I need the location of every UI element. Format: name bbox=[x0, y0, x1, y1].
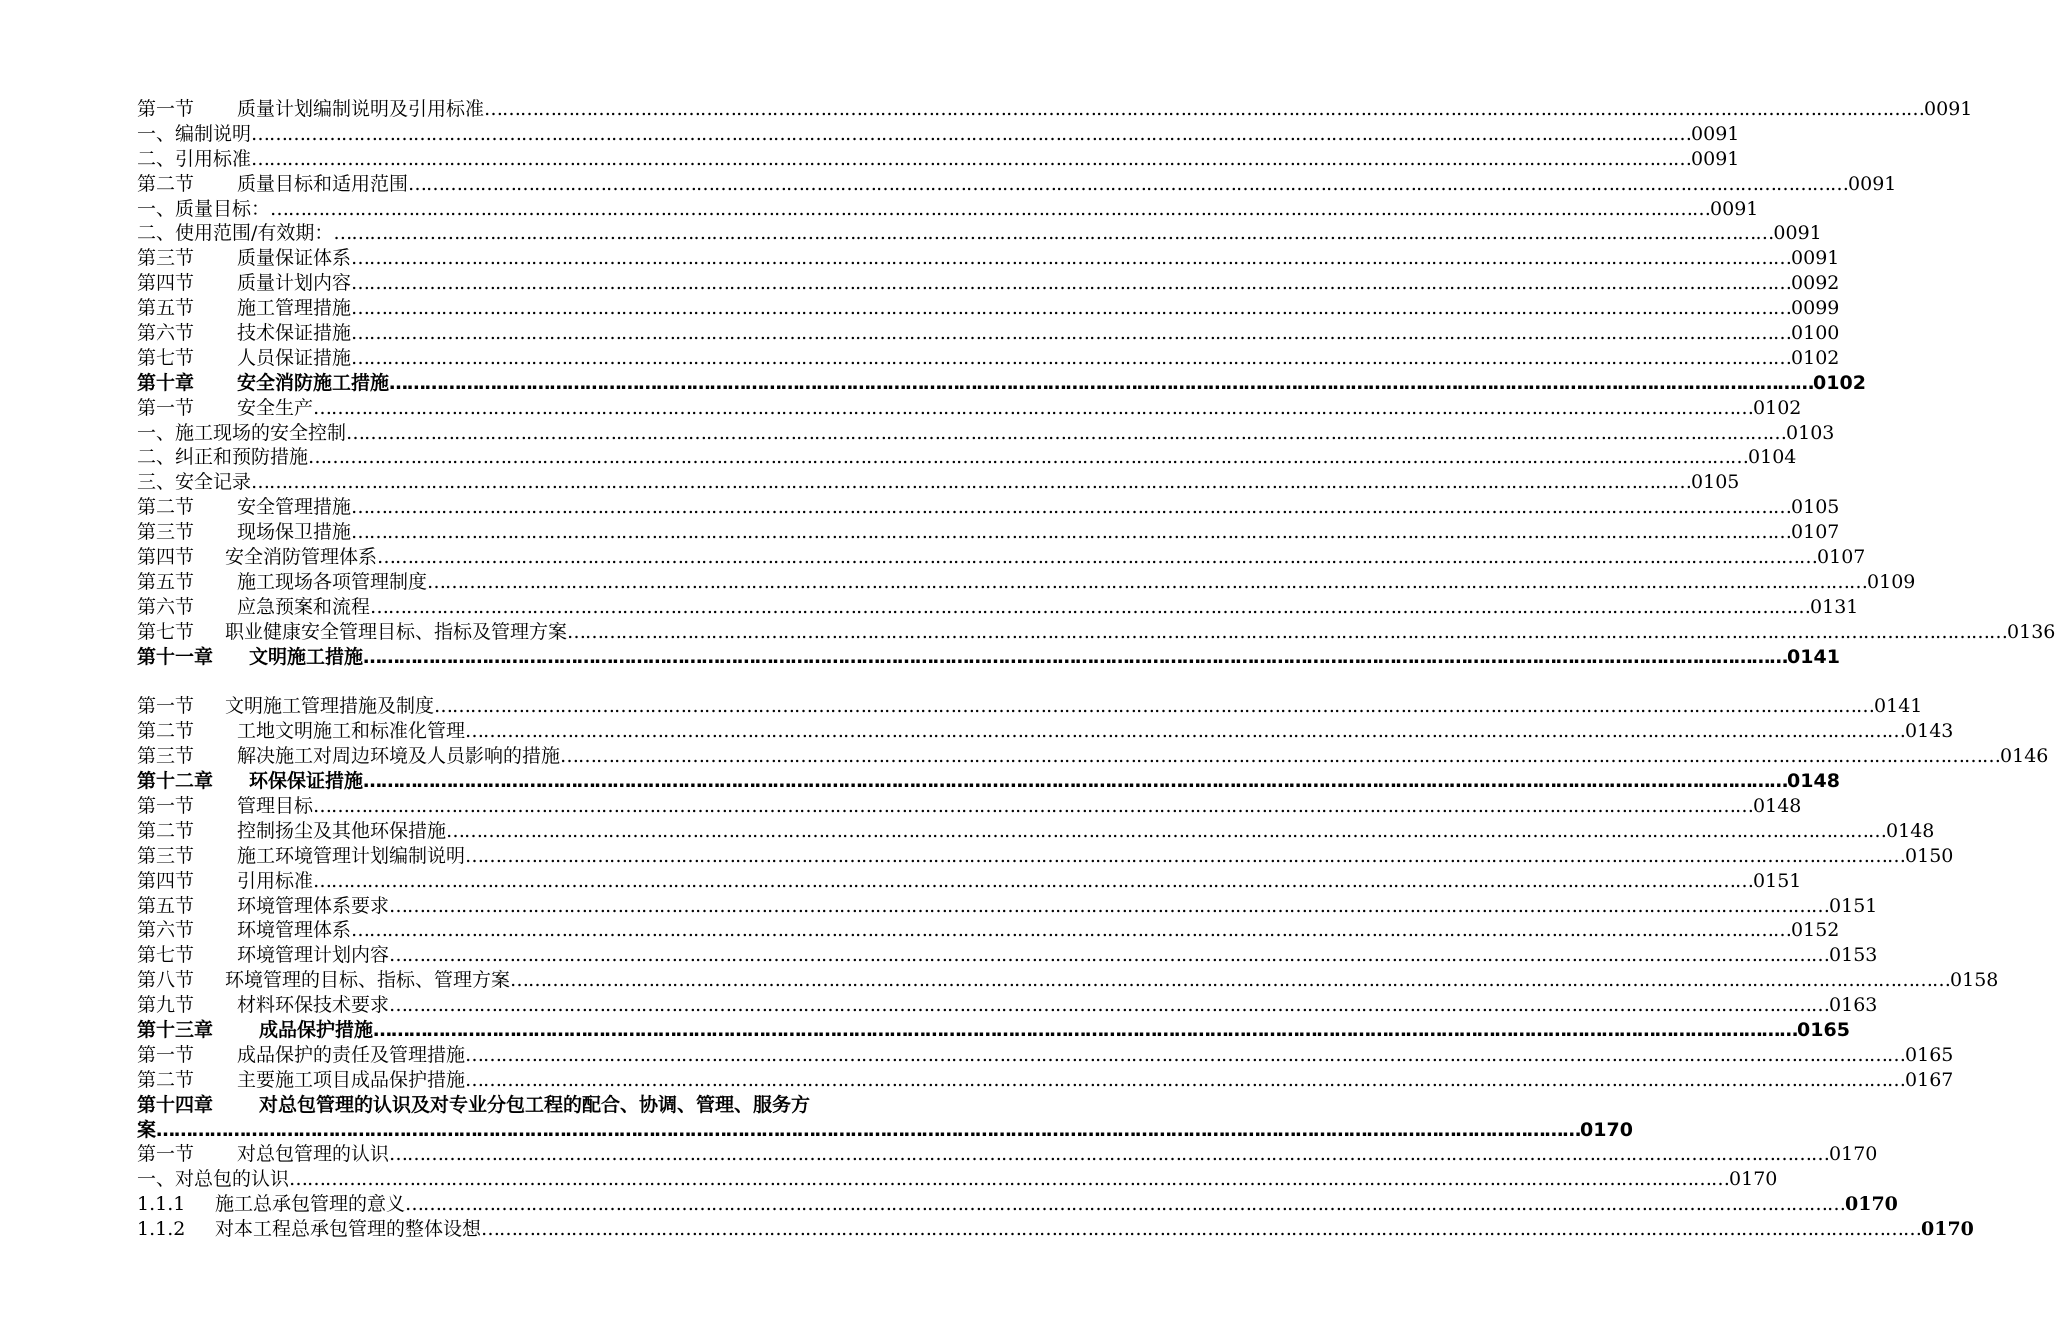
toc-entry-title: 二、使用范围/有效期： bbox=[137, 222, 334, 245]
toc-leader-dots: …………………………………………………………………………………………………………………………………………………………………………………………………………………… bbox=[313, 794, 1754, 817]
toc-entry bbox=[137, 645, 1840, 670]
toc-entry-title: 技术保证措施 bbox=[237, 322, 352, 345]
toc-entry-title: 施工环境管理计划编制说明 bbox=[237, 844, 466, 867]
toc-page-number: 0148 bbox=[1753, 794, 1802, 817]
toc-page-number: 0102 bbox=[1813, 371, 1866, 394]
toc-entry bbox=[137, 844, 1954, 869]
toc-entry-label: 第十二章 bbox=[137, 770, 214, 793]
toc-entry-label: 第二节 bbox=[137, 172, 195, 195]
toc-entry bbox=[137, 968, 1999, 993]
toc-chapter-label: 第十四章 bbox=[137, 1093, 214, 1116]
toc-entry-title: 成品保护措施 bbox=[259, 1018, 374, 1041]
blank-line bbox=[137, 669, 827, 694]
toc-entry-title: 现场保卫措施 bbox=[237, 521, 352, 544]
toc-leader-dots: …………………………………………………………………………………………………………………………………………………………………………………………………………………… bbox=[389, 944, 1830, 967]
toc-entry bbox=[137, 1192, 1898, 1217]
toc-entry bbox=[137, 445, 1797, 470]
toc-entry bbox=[137, 520, 1840, 545]
toc-entry bbox=[137, 869, 1802, 894]
toc-leader-dots: …………………………………………………………………………………………………………………………………………………………………………………………………………………… bbox=[446, 819, 1887, 842]
toc-page-number: 0109 bbox=[1867, 570, 1916, 593]
toc-entry-label: 第一节 bbox=[137, 396, 195, 419]
toc-group-3 bbox=[137, 1142, 1974, 1242]
toc-leader-dots: …………………………………………………………………………………………………………………………………………………………………………………………………………………… bbox=[308, 446, 1749, 469]
toc-leader-dots: …………………………………………………………………………………………………………………………………………………………………………………………………………………… bbox=[389, 371, 1814, 394]
toc-page-number: 0153 bbox=[1829, 944, 1878, 967]
toc-entry-label: 第一节 bbox=[137, 695, 195, 718]
toc-entry-title: 一、质量目标： bbox=[137, 197, 271, 220]
toc-entry-label: 第三节 bbox=[137, 521, 195, 544]
toc-leader-dots: …………………………………………………………………………………………………………………………………………………………………………………………………………………… bbox=[484, 98, 1925, 120]
toc-leader-dots: …………………………………………………………………………………………………………………………………………………………………………………………………………………… bbox=[427, 570, 1868, 593]
toc-entry bbox=[137, 1068, 1954, 1093]
toc-entry-label: 第四节 bbox=[137, 272, 195, 295]
toc-entry-label: 第二节 bbox=[137, 720, 195, 743]
toc-page-number: 0163 bbox=[1829, 994, 1878, 1017]
toc-leader-dots: …………………………………………………………………………………………………………………………………………………………………………………………………………………… bbox=[560, 745, 2001, 768]
toc-leader-dots: …………………………………………………………………………………………………………………………………………………………………………………………………………………… bbox=[363, 770, 1788, 793]
toc-page-number: 0148 bbox=[1787, 770, 1840, 793]
toc-entry bbox=[137, 321, 1840, 346]
toc-entry-label: 第六节 bbox=[137, 595, 195, 618]
toc-entry bbox=[137, 495, 1840, 520]
toc-page-number: 0091 bbox=[1691, 147, 1740, 170]
toc-entry-title: 对本工程总承包管理的整体设想 bbox=[215, 1218, 482, 1241]
toc-entry-title: 控制扬尘及其他环保措施 bbox=[237, 819, 447, 842]
toc-entry-label: 第二节 bbox=[137, 819, 195, 842]
toc-entry-title: 人员保证措施 bbox=[237, 346, 352, 369]
toc-leader-dots: …………………………………………………………………………………………………………………………………………………………………………………………………………………… bbox=[465, 844, 1906, 867]
toc-entry bbox=[137, 246, 1840, 271]
toc-page-number: 0151 bbox=[1753, 869, 1802, 892]
toc-entry-title: 引用标准 bbox=[237, 869, 314, 892]
toc-entry bbox=[137, 719, 1954, 744]
toc-page-number: 0170 bbox=[1580, 1118, 1633, 1141]
toc-entry bbox=[137, 470, 1740, 495]
toc-page-number: 0141 bbox=[1874, 695, 1923, 718]
toc-page-number: 0167 bbox=[1905, 1068, 1954, 1091]
toc-entry bbox=[137, 570, 1916, 595]
toc-entry bbox=[137, 894, 1878, 919]
toc-entry-title: 成品保护的责任及管理措施 bbox=[237, 1043, 466, 1066]
toc-leader-dots: …………………………………………………………………………………………………………………………………………………………………………………………………………………… bbox=[270, 197, 1711, 220]
toc-entry-label: 第十一章 bbox=[137, 645, 214, 668]
toc-entry-label: 第六节 bbox=[137, 322, 195, 345]
toc-page-number: 0107 bbox=[1791, 521, 1840, 544]
toc-entry-label: 第五节 bbox=[137, 570, 195, 593]
toc-group-2 bbox=[137, 694, 2049, 1092]
toc-leader-dots: …………………………………………………………………………………………………………………………………………………………………………………………………………………… bbox=[251, 147, 1692, 170]
toc-leader-dots: …………………………………………………………………………………………………………………………………………………………………………………………………………………… bbox=[567, 620, 2008, 643]
toc-entry bbox=[137, 1043, 1954, 1068]
toc-entry bbox=[137, 993, 1878, 1018]
toc-entry-title: 管理目标 bbox=[237, 794, 314, 817]
toc-entry-title: 环境管理体系要求 bbox=[237, 894, 390, 917]
toc-entry-label: 第四节 bbox=[137, 869, 195, 892]
toc-entry-label: 第三节 bbox=[137, 247, 195, 270]
toc-page-number: 0150 bbox=[1905, 844, 1954, 867]
toc-page-number: 0091 bbox=[1848, 172, 1897, 195]
toc-entry-title: 一、编制说明 bbox=[137, 122, 252, 145]
toc-leader-dots: …………………………………………………………………………………………………………………………………………………………………………………………………………………… bbox=[434, 695, 1875, 718]
toc-entry-label: 第五节 bbox=[137, 894, 195, 917]
toc-entry bbox=[137, 595, 1859, 620]
toc-page-number: 0165 bbox=[1905, 1043, 1954, 1066]
toc-entry bbox=[137, 545, 1866, 570]
toc-entry-title: 文明施工管理措施及制度 bbox=[225, 695, 435, 718]
toc-entry bbox=[137, 819, 1935, 844]
toc-leader-dots: …………………………………………………………………………………………………………………………………………………………………………………………………………………… bbox=[481, 1218, 1922, 1241]
toc-entry bbox=[137, 172, 1897, 197]
toc-entry bbox=[137, 1018, 1850, 1043]
toc-entry bbox=[137, 396, 1802, 421]
toc-entry-title: 材料环保技术要求 bbox=[237, 994, 390, 1017]
toc-entry-label: 第一节 bbox=[137, 1143, 195, 1166]
toc-chapter-14 bbox=[137, 1093, 1633, 1143]
toc-chapter-title-cont: 案 bbox=[137, 1118, 157, 1141]
toc-page-number: 0152 bbox=[1791, 919, 1840, 942]
toc-entry bbox=[137, 296, 1840, 321]
toc-page-number: 0170 bbox=[1921, 1218, 1974, 1241]
toc-leader-dots: …………………………………………………………………………………………………………………………………………………………………………………………………………………… bbox=[389, 894, 1830, 917]
toc-entry-title: 环境管理的目标、指标、管理方案 bbox=[225, 969, 511, 992]
toc-entry-title: 主要施工项目成品保护措施 bbox=[237, 1068, 466, 1091]
toc-entry bbox=[137, 421, 1835, 446]
toc-page-number: 0102 bbox=[1791, 346, 1840, 369]
toc-entry-label: 第三节 bbox=[137, 844, 195, 867]
toc-entry-title: 二、纠正和预防措施 bbox=[137, 446, 309, 469]
toc-leader-dots: …………………………………………………………………………………………………………………………………………………………………………………………………………………… bbox=[465, 1043, 1906, 1066]
toc-page bbox=[137, 97, 2055, 1242]
toc-entry bbox=[137, 1217, 1974, 1242]
toc-page-number: 0165 bbox=[1797, 1018, 1850, 1041]
toc-entry-title: 二、引用标准 bbox=[137, 147, 252, 170]
toc-leader-dots: …………………………………………………………………………………………………………………………………………………………………………………………………………………… bbox=[346, 421, 1787, 444]
toc-entry bbox=[137, 1142, 1878, 1167]
toc-entry-label: 第八节 bbox=[137, 969, 195, 992]
toc-leader-dots: …………………………………………………………………………………………………………………………………………………………………………………………………………………… bbox=[389, 1143, 1830, 1166]
toc-entry-label: 第二节 bbox=[137, 1068, 195, 1091]
toc-leader-dots: …………………………………………………………………………………………………………………………………………………………………………………………………………………… bbox=[351, 919, 1792, 942]
toc-page-number: 0091 bbox=[1710, 197, 1759, 220]
toc-page-number: 0105 bbox=[1691, 471, 1740, 494]
toc-page-number: 0102 bbox=[1753, 396, 1802, 419]
toc-entry bbox=[137, 694, 1923, 719]
toc-leader-dots: …………………………………………………………………………………………………………………………………………………………………………………………………………………… bbox=[251, 122, 1692, 145]
toc-entry-title: 文明施工措施 bbox=[249, 645, 364, 668]
toc-leader-dots: …………………………………………………………………………………………………………………………………………………………………………………………………………………… bbox=[389, 994, 1830, 1017]
toc-entry-title: 解决施工对周边环境及人员影响的措施 bbox=[237, 745, 561, 768]
toc-entry-title: 安全消防施工措施 bbox=[237, 371, 390, 394]
toc-page-number: 0107 bbox=[1817, 546, 1866, 569]
toc-page-number: 0091 bbox=[1691, 122, 1740, 145]
toc-entry-title: 应急预案和流程 bbox=[237, 595, 371, 618]
toc-leader-dots: …………………………………………………………………………………………………………………………………………………………………………………………………………………… bbox=[313, 396, 1754, 419]
toc-page-number: 0146 bbox=[2000, 745, 2049, 768]
toc-page-number: 0104 bbox=[1748, 446, 1797, 469]
toc-page-number: 0170 bbox=[1845, 1193, 1898, 1216]
toc-entry-label: 第七节 bbox=[137, 620, 195, 643]
toc-page-number: 0158 bbox=[1950, 969, 1999, 992]
toc-page-number: 0091 bbox=[1791, 247, 1840, 270]
toc-page-number: 0151 bbox=[1829, 894, 1878, 917]
toc-page-number: 0091 bbox=[1924, 98, 1973, 120]
toc-leader-dots: …………………………………………………………………………………………………………………………………………………………………………………………………………………… bbox=[351, 272, 1792, 295]
toc-chapter-title: 对总包管理的认识及对专业分包工程的配合、协调、管理、服务方 bbox=[259, 1093, 811, 1116]
toc-entry-title: 施工总承包管理的意义 bbox=[215, 1193, 406, 1216]
toc-entry bbox=[137, 197, 1759, 222]
toc-page-number: 0143 bbox=[1905, 720, 1954, 743]
toc-leader-dots: …………………………………………………………………………………………………………………………………………………………………………………………………………………… bbox=[351, 346, 1792, 369]
toc-entry-title: 工地文明施工和标准化管理 bbox=[237, 720, 466, 743]
toc-entry-label: 第一节 bbox=[137, 794, 195, 817]
toc-page-number: 0091 bbox=[1773, 222, 1822, 245]
toc-entry-title: 施工管理措施 bbox=[237, 297, 352, 320]
toc-entry-title: 施工现场各项管理制度 bbox=[237, 570, 428, 593]
toc-page-number: 0170 bbox=[1829, 1143, 1878, 1166]
toc-leader-dots: …………………………………………………………………………………………………………………………………………………………………………………………………………………… bbox=[370, 595, 1811, 618]
toc-entry bbox=[137, 1167, 1778, 1192]
toc-page-number: 0136 bbox=[2007, 620, 2055, 643]
toc-entry bbox=[137, 943, 1878, 968]
toc-page-number: 0099 bbox=[1791, 297, 1840, 320]
toc-entry bbox=[137, 271, 1840, 296]
toc-leader-dots: …………………………………………………………………………………………………………………………………………………………………………………………………………………… bbox=[465, 1068, 1906, 1091]
toc-leader-dots: …………………………………………………………………………………………………………………………………………………………………………………………………………………… bbox=[333, 222, 1774, 245]
toc-page-number: 0131 bbox=[1810, 595, 1859, 618]
toc-page-number: 0170 bbox=[1729, 1168, 1778, 1191]
toc-leader-dots: …………………………………………………………………………………………………………………………………………………………………………………………………………………… bbox=[351, 247, 1792, 270]
toc-leader-dots: …………………………………………………………………………………………………………………………………………………………………………………………………………………… bbox=[510, 969, 1951, 992]
toc-page-number: 0092 bbox=[1791, 272, 1840, 295]
toc-entry-label: 第四节 bbox=[137, 546, 195, 569]
toc-leader-dots: …………………………………………………………………………………………………………………………………………………………………………………………………………………… bbox=[373, 1018, 1798, 1041]
toc-entry bbox=[137, 744, 2049, 769]
toc-leader-dots: …………………………………………………………………………………………………………………………………………………………………………………………………………………… bbox=[363, 645, 1788, 668]
toc-group-1 bbox=[137, 97, 2055, 669]
toc-entry-title: 安全消防管理体系 bbox=[225, 546, 378, 569]
toc-entry bbox=[137, 794, 1802, 819]
toc-entry-title: 职业健康安全管理目标、指标及管理方案 bbox=[225, 620, 568, 643]
toc-page-number: 0103 bbox=[1786, 421, 1835, 444]
toc-entry-label: 第七节 bbox=[137, 346, 195, 369]
toc-entry-title: 质量保证体系 bbox=[237, 247, 352, 270]
toc-leader-dots: …………………………………………………………………………………………………………………………………………………………………………………………………………………… bbox=[351, 496, 1792, 519]
toc-entry-label: 1.1.1 bbox=[137, 1193, 186, 1216]
toc-entry-title: 一、对总包的认识 bbox=[137, 1168, 290, 1191]
toc-leader-dots: …………………………………………………………………………………………………………………………………………………………………………………………………………………… bbox=[408, 172, 1849, 195]
toc-leader-dots: …………………………………………………………………………………………………………………………………………………………………………………………………………………… bbox=[289, 1168, 1730, 1191]
toc-leader-dots: …………………………………………………………………………………………………………………………………………………………………………………………………………………… bbox=[465, 720, 1906, 743]
toc-entry-label: 第一节 bbox=[137, 98, 195, 120]
toc-page-number: 0148 bbox=[1886, 819, 1935, 842]
toc-leader-dots: …………………………………………………………………………………………………………………………………………………………………………………………………………………… bbox=[156, 1118, 1581, 1141]
toc-entry bbox=[137, 346, 1840, 371]
toc-leader-dots: …………………………………………………………………………………………………………………………………………………………………………………………………………………… bbox=[251, 471, 1692, 494]
toc-entry-title: 一、施工现场的安全控制 bbox=[137, 421, 347, 444]
toc-entry-label: 第十三章 bbox=[137, 1018, 214, 1041]
toc-entry-label: 第十章 bbox=[137, 371, 195, 394]
toc-leader-dots: …………………………………………………………………………………………………………………………………………………………………………………………………………………… bbox=[351, 521, 1792, 544]
toc-entry-title: 安全管理措施 bbox=[237, 496, 352, 519]
toc-entry-title: 质量计划编制说明及引用标准 bbox=[237, 98, 485, 120]
toc-page-number: 0141 bbox=[1787, 645, 1840, 668]
toc-leader-dots: …………………………………………………………………………………………………………………………………………………………………………………………………………………… bbox=[313, 869, 1754, 892]
toc-entry bbox=[137, 221, 1822, 246]
toc-entry bbox=[137, 147, 1740, 172]
toc-entry-label: 第五节 bbox=[137, 297, 195, 320]
toc-leader-dots: …………………………………………………………………………………………………………………………………………………………………………………………………………………… bbox=[351, 322, 1792, 345]
toc-entry-label: 第六节 bbox=[137, 919, 195, 942]
toc-entry-title: 三、安全记录 bbox=[137, 471, 252, 494]
toc-entry bbox=[137, 769, 1840, 794]
toc-entry-title: 环境管理体系 bbox=[237, 919, 352, 942]
toc-entry-label: 第二节 bbox=[137, 496, 195, 519]
toc-leader-dots: …………………………………………………………………………………………………………………………………………………………………………………………………………………… bbox=[405, 1193, 1846, 1216]
toc-entry-title: 质量计划内容 bbox=[237, 272, 352, 295]
toc-entry-title: 对总包管理的认识 bbox=[237, 1143, 390, 1166]
toc-entry-title: 质量目标和适用范围 bbox=[237, 172, 409, 195]
toc-page-number: 0100 bbox=[1791, 322, 1840, 345]
toc-entry-title: 环保保证措施 bbox=[249, 770, 364, 793]
toc-entry-label: 第七节 bbox=[137, 944, 195, 967]
toc-entry-title: 环境管理计划内容 bbox=[237, 944, 390, 967]
toc-entry bbox=[137, 918, 1840, 943]
toc-entry bbox=[137, 371, 1866, 396]
toc-entry-label: 第三节 bbox=[137, 745, 195, 768]
toc-entry bbox=[137, 97, 1973, 122]
toc-entry bbox=[137, 122, 1740, 147]
toc-page-number: 0105 bbox=[1791, 496, 1840, 519]
toc-entry bbox=[137, 620, 2055, 645]
toc-leader-dots: …………………………………………………………………………………………………………………………………………………………………………………………………………………… bbox=[377, 546, 1818, 569]
toc-entry-label: 第一节 bbox=[137, 1043, 195, 1066]
toc-entry-title: 安全生产 bbox=[237, 396, 314, 419]
toc-entry-label: 1.1.2 bbox=[137, 1218, 186, 1241]
toc-entry-label: 第九节 bbox=[137, 994, 195, 1017]
toc-leader-dots: …………………………………………………………………………………………………………………………………………………………………………………………………………………… bbox=[351, 297, 1792, 320]
